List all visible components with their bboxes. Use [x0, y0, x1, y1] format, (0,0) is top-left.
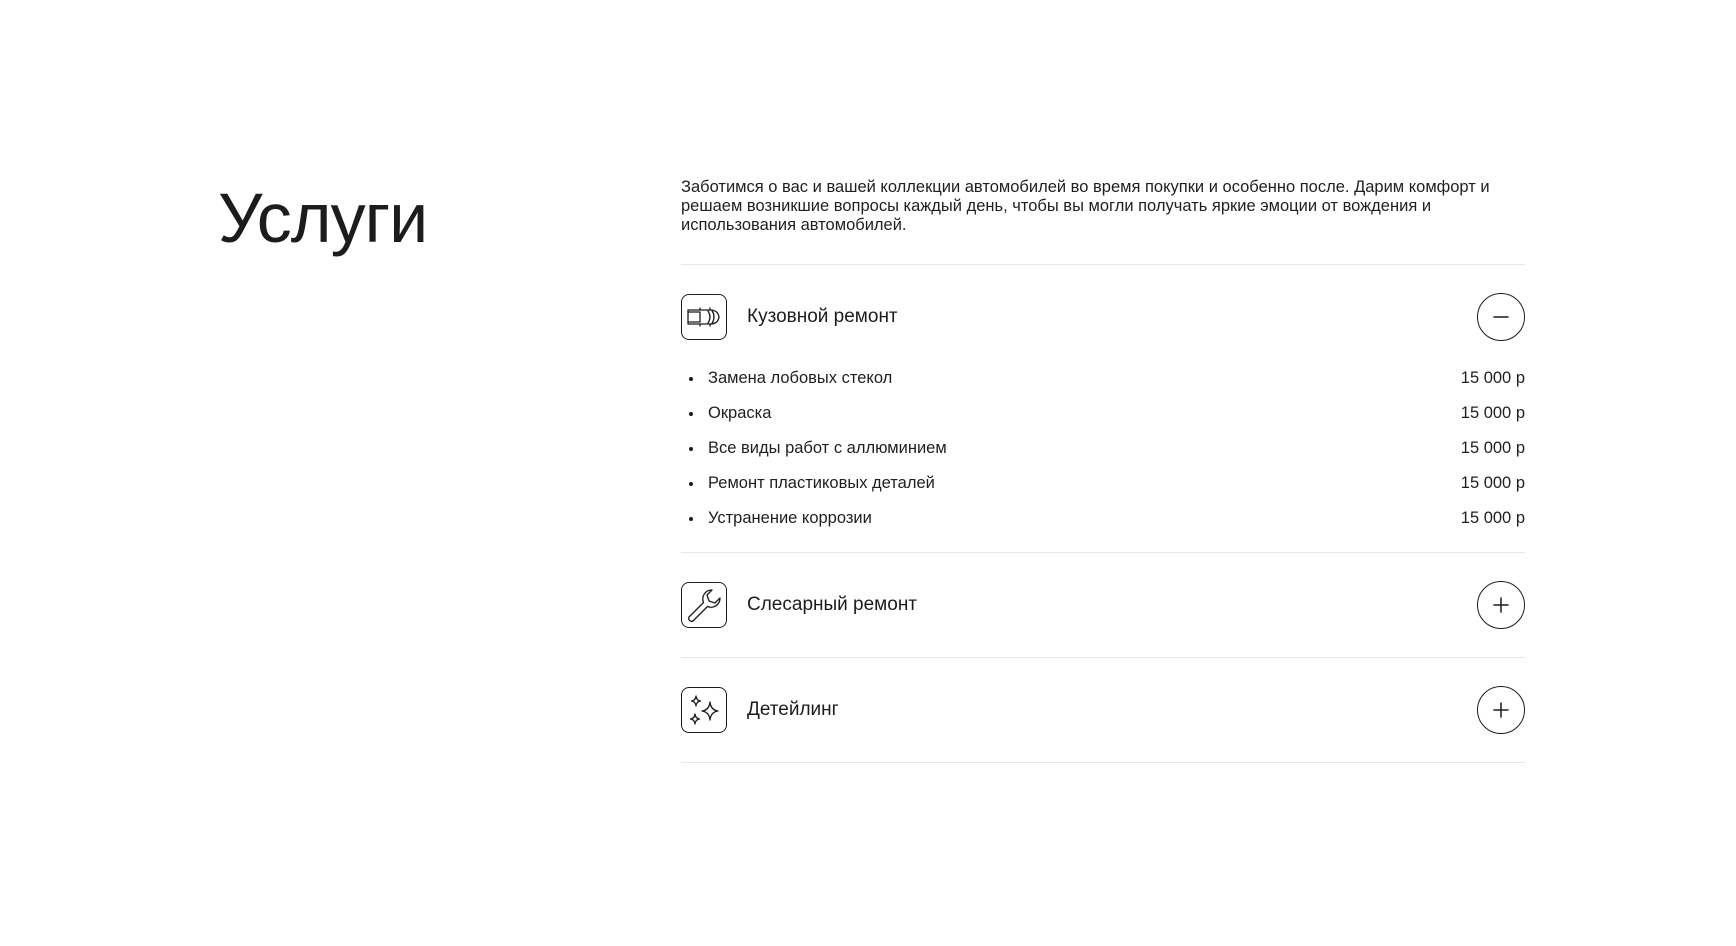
- list-item: [681, 431, 1525, 466]
- expand-button-mechanical-repair[interactable]: [1477, 581, 1525, 629]
- service-name: Устранение коррозии: [708, 509, 872, 527]
- section-header-detailing[interactable]: [681, 658, 1525, 762]
- section-mechanical-repair: [681, 553, 1525, 658]
- service-price: 15 000 р: [1460, 404, 1525, 422]
- service-name: Замена лобовых стекол: [708, 369, 893, 387]
- plus-icon: [1492, 596, 1510, 614]
- section-title-mechanical-repair: Слесарный ремонт: [747, 594, 918, 615]
- list-item: [681, 361, 1525, 396]
- section-detailing: [681, 658, 1525, 763]
- list-item: [681, 501, 1525, 536]
- intro-text: Заботимся о вас и вашей коллекции автомобилей во время покупки и особенно после. Дарим комфорт и решаем возникшие вопросы каждый день, чтобы вы могли получать яркие эмоции от вождения и использования автомобилей.: [681, 178, 1490, 234]
- service-price: 15 000 р: [1460, 439, 1525, 457]
- services-accordion: [681, 264, 1525, 763]
- section-title-detailing: Детейлинг: [747, 699, 839, 720]
- plus-icon: [1492, 701, 1510, 719]
- service-name: Ремонт пластиковых деталей: [708, 474, 935, 492]
- service-name: Все виды работ с аллюминием: [708, 439, 947, 457]
- minus-icon: [1492, 308, 1510, 326]
- section-body-repair: [681, 265, 1525, 553]
- service-price: 15 000 р: [1460, 369, 1525, 387]
- collapse-button-body-repair[interactable]: [1477, 293, 1525, 341]
- service-name: Окраска: [708, 404, 772, 422]
- bullet-dot: [689, 377, 693, 381]
- bullet-dot: [689, 482, 693, 486]
- service-price: 15 000 р: [1460, 474, 1525, 492]
- sparkles-icon: [681, 687, 727, 733]
- wrench-icon: [681, 582, 727, 628]
- services-content: [681, 178, 1525, 763]
- bullet-dot: [689, 517, 693, 521]
- list-item: [681, 466, 1525, 501]
- page-title: Услуги: [218, 179, 428, 257]
- section-title-body-repair: Кузовной ремонт: [747, 306, 898, 327]
- expand-button-detailing[interactable]: [1477, 686, 1525, 734]
- body-repair-items: [681, 361, 1525, 552]
- bullet-dot: [689, 412, 693, 416]
- section-header-mechanical-repair[interactable]: [681, 553, 1525, 657]
- car-body-icon: [681, 294, 727, 340]
- bullet-dot: [689, 447, 693, 451]
- section-header-body-repair[interactable]: [681, 265, 1525, 369]
- service-price: 15 000 р: [1460, 509, 1525, 527]
- list-item: [681, 396, 1525, 431]
